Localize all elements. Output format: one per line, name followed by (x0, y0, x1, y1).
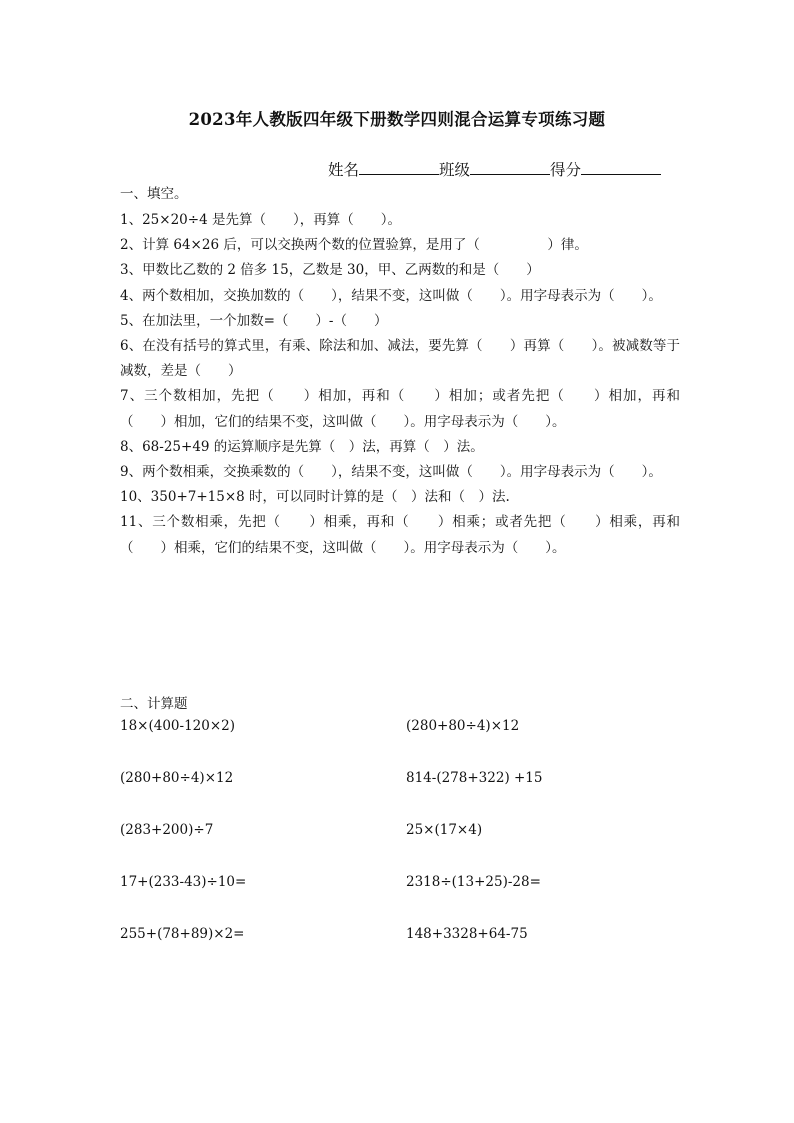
calc-problem: 25×(17×4) (406, 822, 483, 838)
name-blank[interactable] (359, 160, 439, 175)
calc-problem: (280+80÷4)×12 (120, 770, 234, 786)
question-item: 3、甲数比乙数的 2 倍多 15，乙数是 30，甲、乙两数的和是（ ） (120, 262, 540, 279)
calc-problem: (283+200)÷7 (120, 822, 214, 838)
question-item: 7、三个数相加，先把（ ）相加，再和（ ）相加；或者先把（ ）相加，再和（ ）相加，它们的结果不变，这叫做（ ）。用字母表示为（ ）。 (120, 388, 680, 430)
fill-in-question-list (120, 208, 680, 561)
calc-problem: 2318÷(13+25)-28= (406, 874, 541, 890)
name-label: 姓名 (328, 161, 360, 179)
class-blank[interactable] (470, 160, 550, 175)
page-title: 2023年人教版四年级下册数学四则混合运算专项练习题 (188, 110, 606, 129)
question-item: 4、两个数相加，交换加数的（ ），结果不变，这叫做（ ）。用字母表示为（ ）。 (120, 287, 662, 304)
question-item: 8、68-25+49 的运算顺序是先算（ ）法，再算（ ）法。 (120, 438, 484, 455)
calc-problem: (280+80÷4)×12 (406, 718, 520, 734)
question-item: 6、在没有括号的算式里，有乘、除法和加、减法，要先算（ ）再算（ ）。被减数等于减数，差是（ ） (120, 338, 680, 380)
student-info-line (328, 158, 661, 180)
calc-problem: 17+(233-43)÷10= (120, 874, 247, 890)
calc-problem: 148+3328+64-75 (406, 926, 528, 942)
question-item: 11、三个数相乘，先把（ ）相乘，再和（ ）相乘；或者先把（ ）相乘，再和（ ）相乘，它们的结果不变，这叫做（ ）。用字母表示为（ ）。 (120, 514, 680, 556)
question-item: 10、350+7+15×8 时，可以同时计算的是（ ）法和（ ）法. (120, 489, 510, 506)
question-item: 1、25×20÷4 是先算（ ），再算（ ）。 (120, 212, 401, 228)
score-blank[interactable] (581, 160, 661, 175)
calc-problem: 18×(400-120×2) (120, 718, 236, 734)
section-heading-fill-in: 一、填空。 (120, 186, 188, 202)
question-item: 2、计算 64×26 后，可以交换两个数的位置验算，是用了（ ）律。 (120, 237, 588, 254)
calc-problem: 814-(278+322) +15 (406, 770, 543, 786)
score-label: 得分 (550, 161, 582, 179)
calc-problem: 255+(78+89)×2= (120, 926, 245, 942)
question-item: 5、在加法里，一个加数=（ ）-（ ） (120, 312, 388, 329)
class-label: 班级 (439, 161, 471, 179)
question-item: 9、两个数相乘，交换乘数的（ ），结果不变，这叫做（ ）。用字母表示为（ ）。 (120, 464, 662, 481)
section-heading-calculation: 二、计算题 (120, 696, 188, 712)
